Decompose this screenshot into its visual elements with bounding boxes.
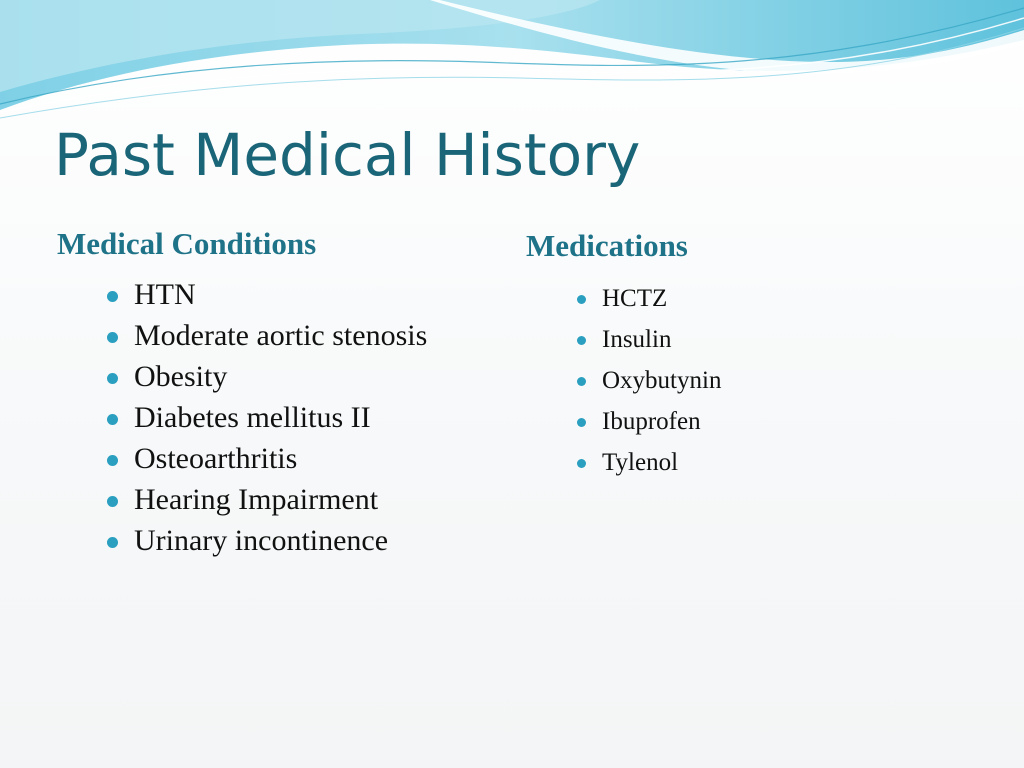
bullet-icon [577, 377, 586, 386]
medication-label: Insulin [602, 326, 672, 353]
condition-label: Hearing Impairment [134, 483, 379, 516]
condition-label: Osteoarthritis [134, 442, 298, 475]
condition-label: Diabetes mellitus II [134, 401, 371, 434]
condition-label: Urinary incontinence [134, 524, 389, 557]
condition-label: Moderate aortic stenosis [134, 319, 428, 352]
list-item [602, 366, 721, 407]
medication-label: Ibuprofen [602, 408, 701, 435]
condition-label: Obesity [134, 360, 228, 393]
page-title: Past Medical History [54, 121, 641, 189]
list-item [602, 448, 721, 489]
bullet-icon [577, 459, 586, 468]
bullet-icon [107, 537, 118, 548]
bullet-icon [107, 373, 118, 384]
medical-conditions-list [134, 278, 427, 565]
list-item [134, 278, 427, 319]
medical-conditions-heading: Medical Conditions [57, 226, 317, 261]
bullet-icon [107, 496, 118, 507]
bullet-icon [107, 332, 118, 343]
medication-label: Tylenol [602, 449, 679, 476]
list-item [602, 407, 721, 448]
condition-label: HTN [134, 278, 196, 311]
medication-label: HCTZ [602, 285, 668, 312]
list-item [602, 284, 721, 325]
list-item [134, 483, 427, 524]
header-wave-decoration [0, 0, 1024, 130]
bullet-icon [107, 291, 118, 302]
bullet-icon [577, 418, 586, 427]
medications-list [602, 284, 721, 489]
bullet-icon [577, 295, 586, 304]
list-item [134, 442, 427, 483]
medication-label: Oxybutynin [602, 367, 722, 394]
list-item [134, 524, 427, 565]
bullet-icon [577, 336, 586, 345]
list-item [134, 401, 427, 442]
bullet-icon [107, 414, 118, 425]
list-item [602, 325, 721, 366]
list-item [134, 319, 427, 360]
list-item [134, 360, 427, 401]
bullet-icon [107, 455, 118, 466]
medications-heading: Medications [526, 228, 688, 263]
